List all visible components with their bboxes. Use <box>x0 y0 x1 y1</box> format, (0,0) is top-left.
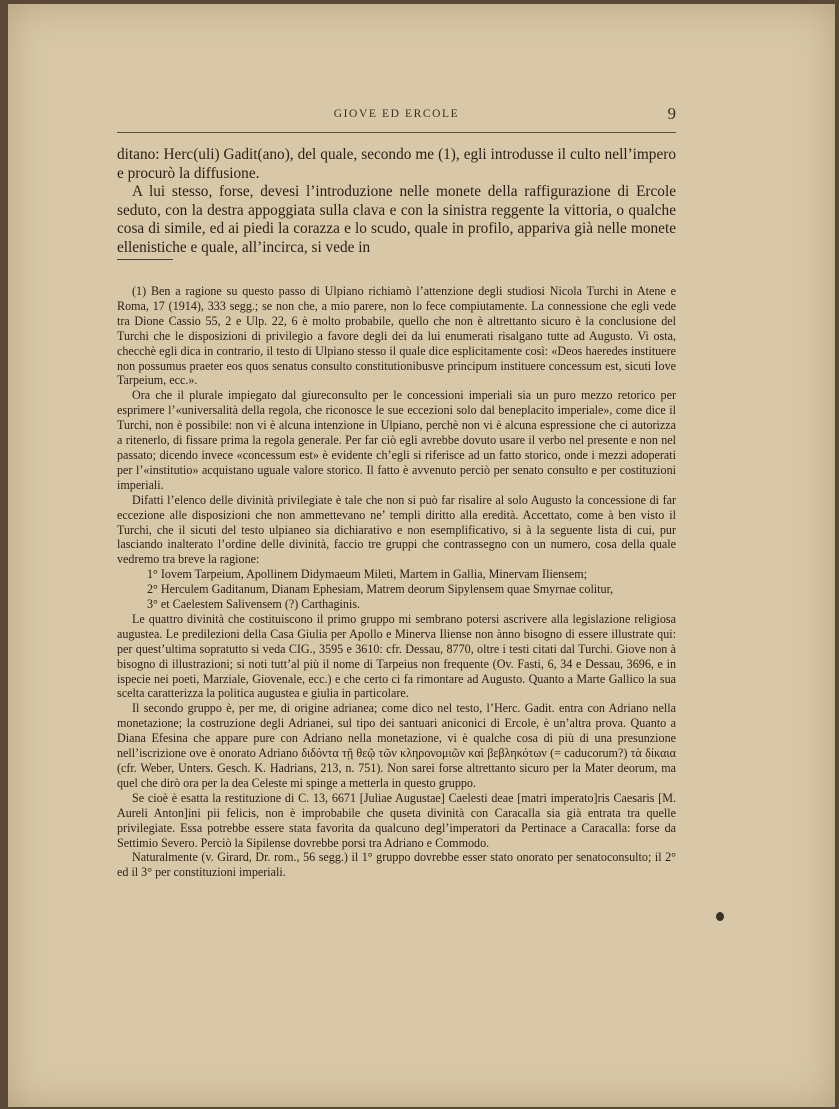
footnote-1: (1) Ben a ragione su questo passo di Ulpiano richiamò l’attenzione degli studiosi Nicola Turchi in Atene e Roma, 17 (1914), 333 segg.; se non che, a mio parere, non lo fece compiutamente. La connessione che egli vede tra Dione Cassio 55, 2 e Ulp. 22, 6 è molto probabile, quello che non è altrettanto sicuro è la conclusione del Turchi che le disposizioni di privilegio a favore degli dei da lui enumerati risalgano tutte ad Augusto. Vi osta, checchè egli dica in contrario, il testo di Ulpiano stesso il quale dice esplicitamente così: «Deos haeredes instituere non possumus praeter eos quos senatus consulto constitutionibusve principum instituere concessum est, sicuti Iove Tarpeium, ecc.». <box>117 284 676 388</box>
footnote-paragraph-4: Le quattro divinità che costituiscono il primo gruppo mi sembrano potersi ascrivere alla legislazione religiosa augustea. Le predilezioni della Casa Giulia per Apollo e Minerva Iliense non ànno bisogno di essere illustrate qui: per quest’ultima sopratutto si veda CIG., 3595 e 3610: cfr. Dessau, 8770, oltre i testi citati dal Turchi. Giove non à bisogno di illustrazioni; si noti tutt’al più il nome di Tarpeius non frequente (Ov. Fasti, 6, 34 e Dessau, 3696, e in ispecie nei poeti, Marziale, Giovenale, ecc.) e che certo ci fa rimontare ad Augusto. Quanto a Marte Gallico la sua scelta caratterizza la politica augustea e giulia in particolare. <box>117 611 676 701</box>
deity-group-2: 2° Herculem Gaditanum, Dianam Ephesiam, Matrem deorum Sipylensem quae Smyrnae colitur, <box>147 582 614 597</box>
main-text <box>117 146 676 258</box>
running-title: GIOVE ED ERCOLE <box>333 108 460 120</box>
footnote-paragraph-5: Il secondo gruppo è, per me, di origine adrianea; come dico nel testo, l’Herc. Gadit. entra con Adriano nella monetazione; la costruzione degli Adrianei, sul tipo dei santuari aniconici di Ercole, è un’altra prova. Quanto a Diana Efesina che appare pure con Adriano nella monetazione, vi è qualche cosa di più di una presunzione nell’iscrizione ove è onorato Adriano διδόντα τῇ θεῷ τῶν κληρονομιῶν καὶ βεβληκότων (= caducorum?) τὰ δίκαια (cfr. Weber, Unters. Gesch. K. Hadrians, 213, n. 751). Non sarei forse altrettanto sicuro per la Mater deorum, ma quel che dirò ora per la dea Celeste mi spinge a metterla in questo gruppo. <box>117 701 676 790</box>
footnote-paragraph-3: Difatti l’elenco delle divinità privilegiate è tale che non si può far risalire al solo Augusto la concessione di far eccezione alle disposizioni che non ammettevano ne’ templi diritto alla eredità. Accettato, come à ben visto il Turchi, che il sicuti del testo ulpianeo sia dichiarativo e non esemplificativo, si à la seguente lista di cui, pur lasciando inalterato l’ordine delle divinità, faccio tre gruppi che contrassegno con un numero, cosa della quale vedremo tra breve la ragione: <box>117 492 676 567</box>
footnote-paragraph-7: Naturalmente (v. Girard, Dr. rom., 56 segg.) il 1° gruppo dovrebbe esser stato onorato per senatoconsulto; il 2° ed il 3° per constituzioni imperiali. <box>117 850 676 880</box>
body-paragraph-2: A lui stesso, forse, devesi l’introduzione nelle monete della raffigurazione di Ercole seduto, con la destra appoggiata sulla clava e con la sinistra reggente la vittoria, o qualche cosa di simile, ed ai piedi la corazza e lo scudo, quale in profilo, appariva già nelle monete ellenistiche e quale, all’incirca, si vede in <box>117 183 676 256</box>
footnotes <box>117 284 676 880</box>
deity-group-3: 3° et Caelestem Salivensem (?) Carthaginis. <box>147 597 361 612</box>
footnote-paragraph-2: Ora che il plurale impiegato dal giureconsulto per le concessioni imperiali sia un puro mezzo retorico per esprimere l’«universalità della regola, che riconosce le sue eccezioni solo dal beneplacito imperiale», come dice il Turchi, non è possibile: non vi è alcuna intenzione in Ulpiano, perchè non vi è alcuna espressione che ci autorizza a ritenerlo, di fissare prima la regola generale. Per far ciò egli avrebbe dovuto usare il verbo nel presente e non nel passato; dicendo invece «concessum est» è evidente ch’egli si riferisce ad un fatto storico, onde i mezzi adoperati per l’«institutio» acquistano uguale valore storico. Il fatto è avvenuto perciò per senato consulto e per costituzioni imperiali. <box>117 388 676 492</box>
footnote-rule <box>117 259 173 260</box>
page-header <box>117 104 676 133</box>
page-number: 9 <box>667 104 676 123</box>
ink-spot <box>716 912 724 921</box>
body-paragraph-1: ditano: Herc(uli) Gadit(ano), del quale, secondo me (1), egli introdusse il culto nell’impero e procurò la diffusione. <box>117 146 676 182</box>
footnote-paragraph-6: Se cioè è esatta la restituzione di C. 13, 6671 [Juliae Augustae] Caelesti deae [matri imperato]ris Caesaris [M. Aureli Anton]ini pii felicis, non è improbabile che quseta divinità con Caracalla sia già entrata tra quelle privilegiate. Essa potrebbe essere stata favorita da qualcuno degl’imperatori da Pertinace a Caracalla: forse da Settimio Severo. Perciò la Sipilense dovrebbe porsi tra Adriano e Commodo. <box>117 790 676 850</box>
deity-group-1: 1° Iovem Tarpeium, Apollinem Didymaeum Mileti, Martem in Gallia, Minervam Iliensem; <box>147 567 588 582</box>
